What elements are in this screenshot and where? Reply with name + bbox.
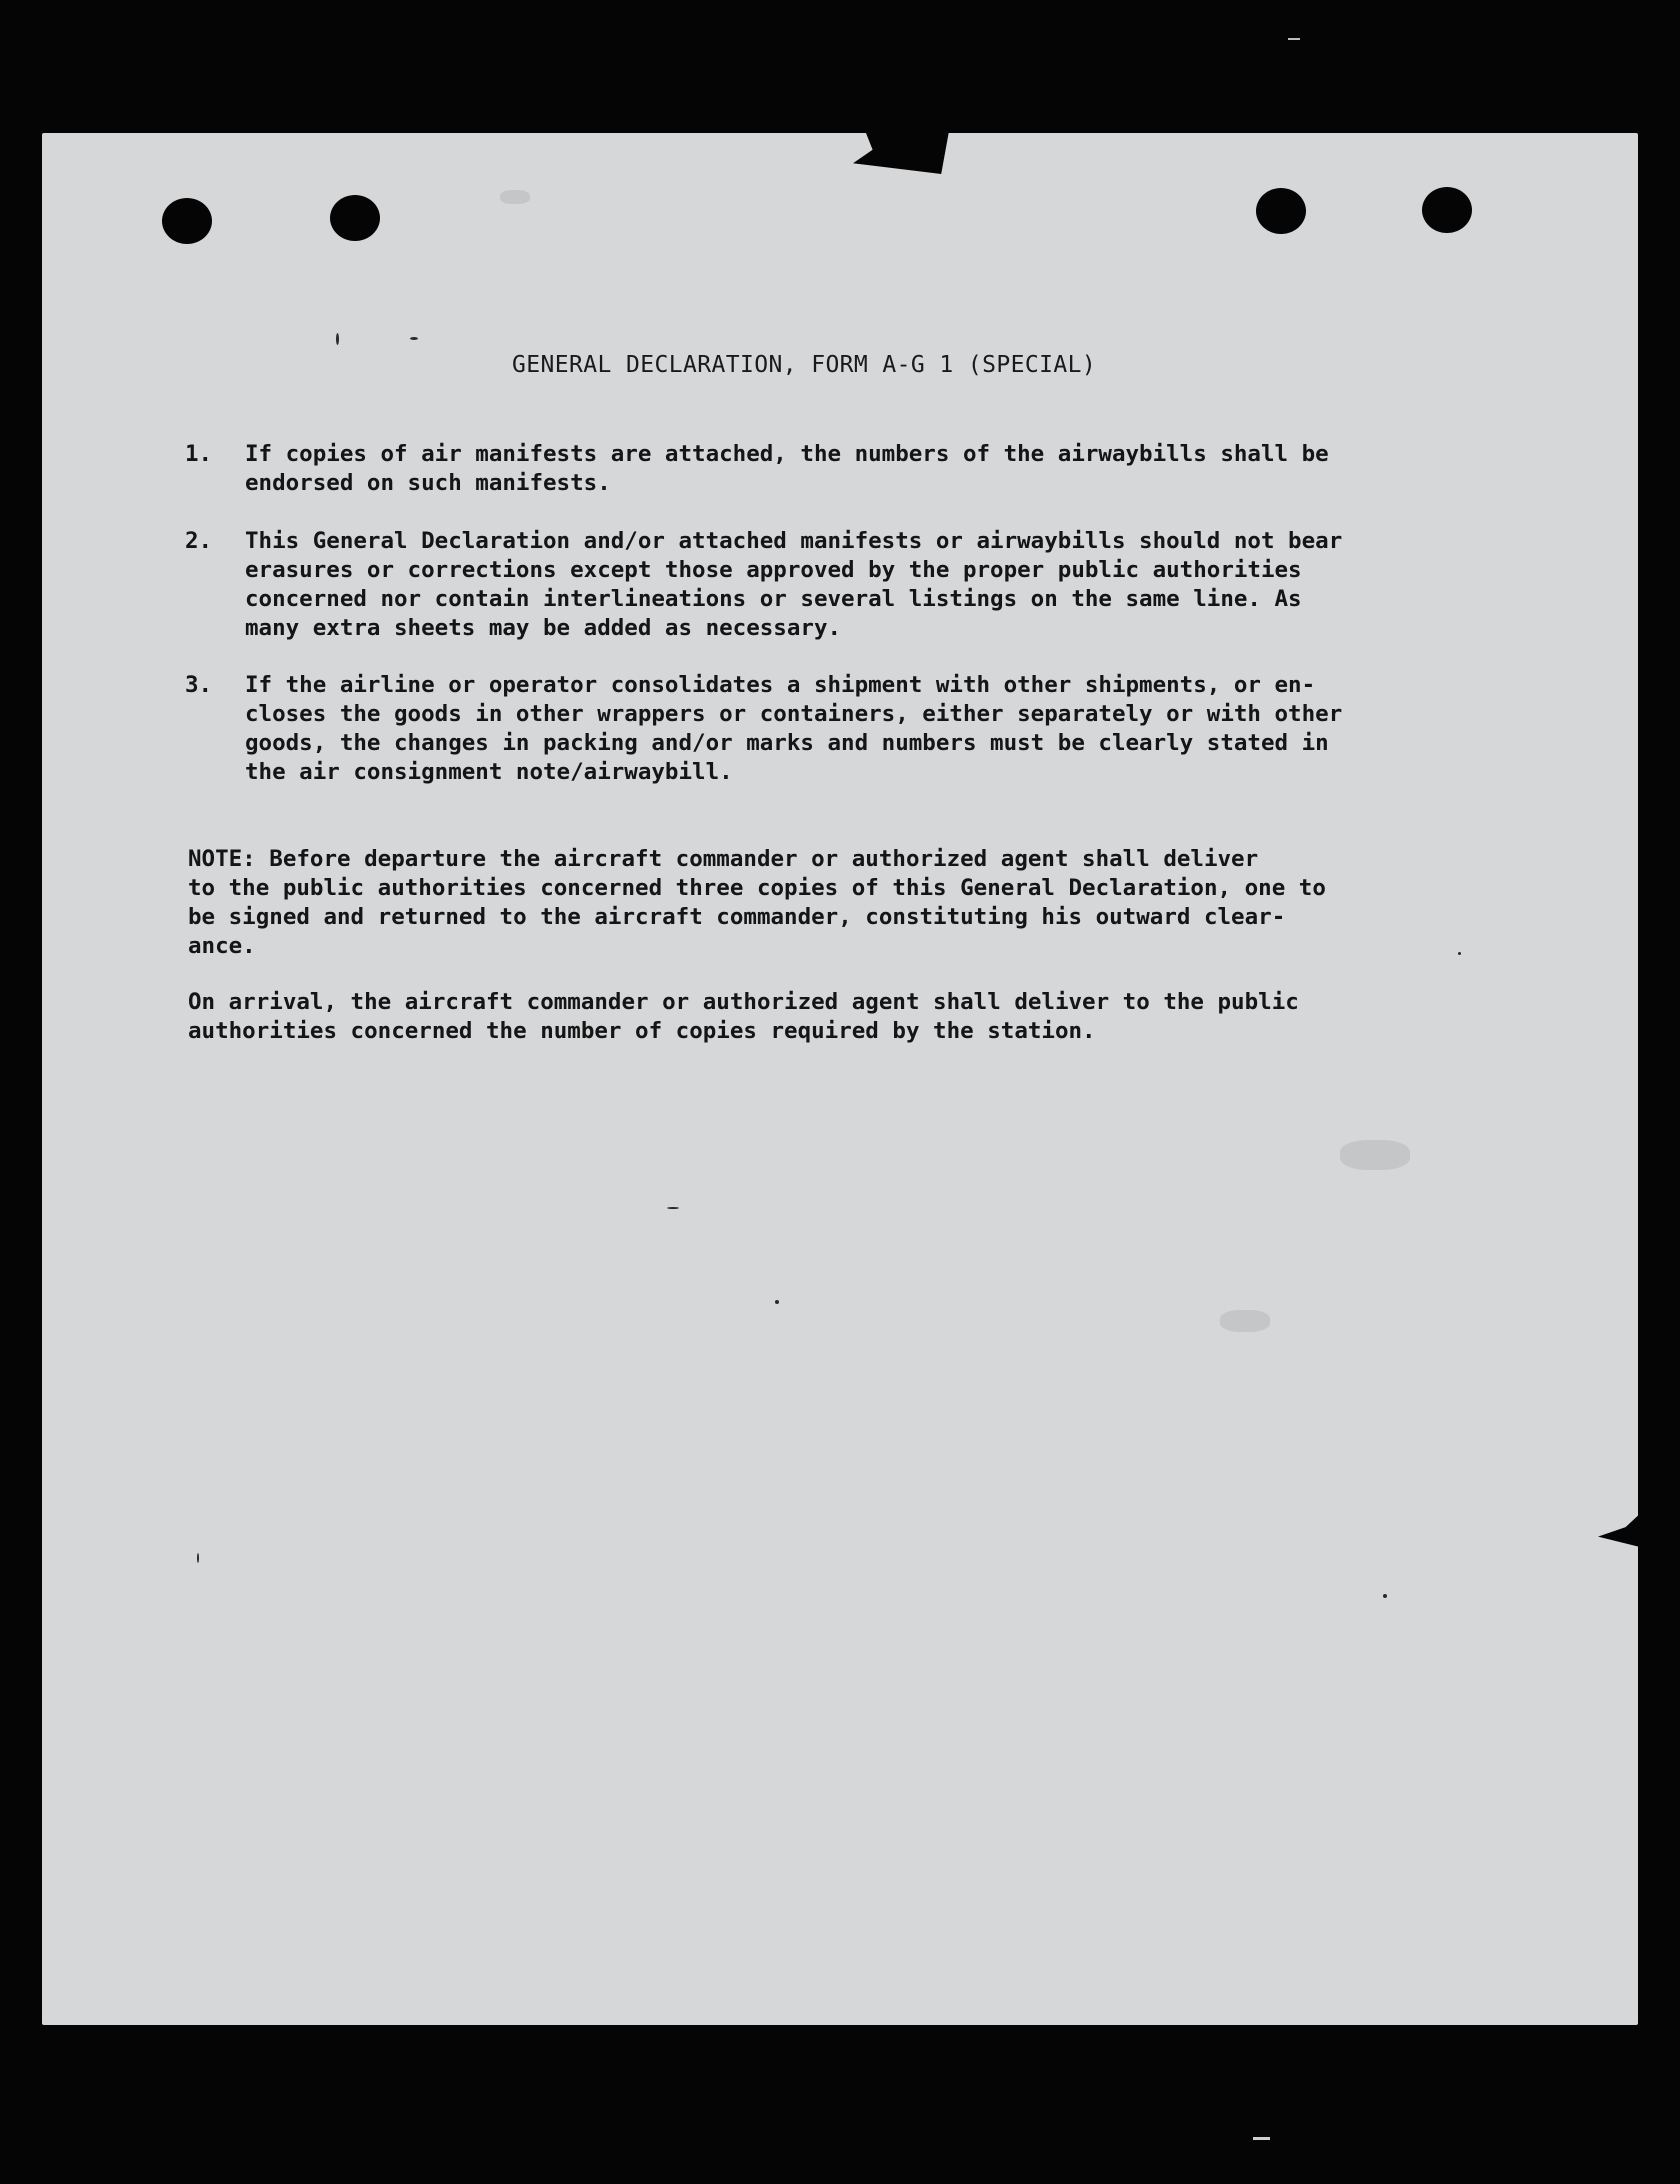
arrival-paragraph: On arrival, the aircraft commander or authorized agent shall deliver to the public authorities concerned the number of copies required by the station. xyxy=(188,989,1299,1044)
item-text: If the airline or operator consolidates a shipment with other shipments, or en- closes the goods in other wrappers or containers, either separately or with other goods, the changes in packing and/or marks and numbers must be clearly stated in the air consignment note/airwaybill. xyxy=(245,672,1343,785)
punch-hole xyxy=(162,198,212,244)
item-number: 3. xyxy=(185,672,213,698)
scan-speck xyxy=(197,1553,199,1563)
scan-mark xyxy=(1253,2137,1270,2140)
scan-smudge xyxy=(1340,1140,1410,1170)
scan-speck xyxy=(1458,952,1461,955)
note-paragraph: NOTE: Before departure the aircraft commander or authorized agent shall deliver to the public authorities concerned three copies of this General Declaration, one to be signed and returned to the aircraft commander, constituting his outward clear- ance. xyxy=(188,846,1326,959)
document-page xyxy=(42,133,1638,2025)
punch-hole xyxy=(330,195,380,241)
scan-speck xyxy=(1383,1594,1387,1598)
item-text: This General Declaration and/or attached manifests or airwaybills should not bear erasures or corrections except those approved by the proper public authorities concerned nor contain interlineations or several listings on the same line. As many extra sheets may be added as necessary. xyxy=(245,528,1343,641)
scan-speck xyxy=(667,1207,679,1209)
list-item xyxy=(185,440,1485,498)
document-title: GENERAL DECLARATION, FORM A-G 1 (SPECIAL) xyxy=(512,352,1097,378)
scan-speck xyxy=(336,333,339,345)
scan-speck xyxy=(775,1300,779,1304)
punch-hole xyxy=(1256,188,1306,234)
scan-smudge xyxy=(500,190,530,204)
item-number: 2. xyxy=(185,528,213,554)
punch-hole xyxy=(1422,187,1472,233)
list-item xyxy=(185,527,1485,643)
item-number: 1. xyxy=(185,441,213,467)
scan-speck xyxy=(410,337,418,340)
list-item xyxy=(185,671,1485,787)
scan-mark xyxy=(1288,38,1300,40)
scan-smudge xyxy=(1220,1310,1270,1332)
item-text: If copies of air manifests are attached, the numbers of the airwaybills shall be endorsed on such manifests. xyxy=(245,441,1329,496)
